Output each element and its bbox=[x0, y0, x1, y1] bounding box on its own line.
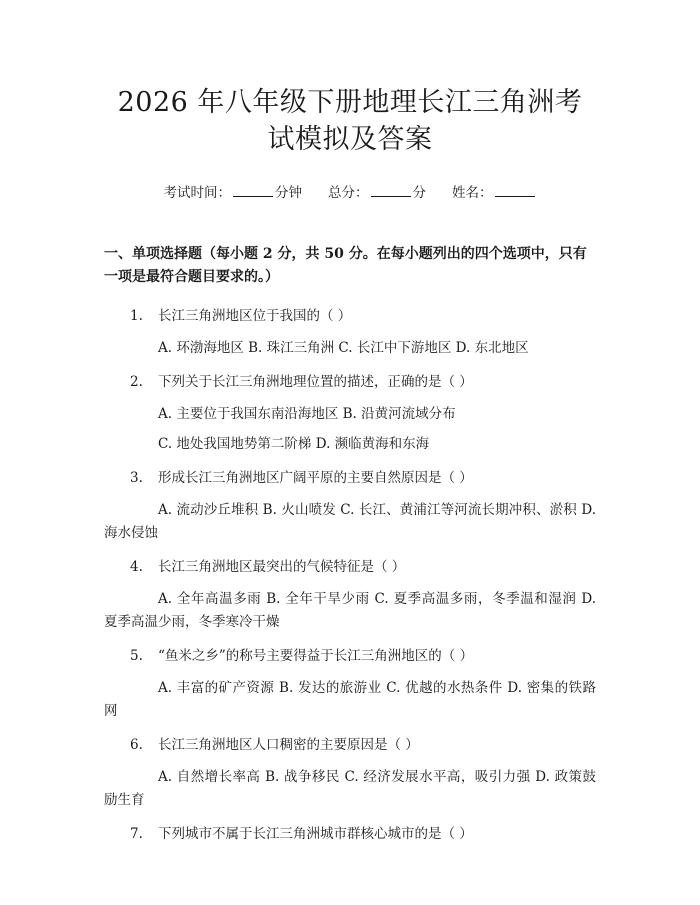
total-score-blank bbox=[371, 184, 411, 197]
question-item bbox=[104, 824, 596, 844]
document-title: 2026 年八年级下册地理长江三角洲考试模拟及答案 bbox=[117, 87, 583, 155]
student-name bbox=[452, 183, 537, 203]
question-text: 长江三角洲地区人口稠密的主要原因是（ ） bbox=[158, 737, 419, 753]
total-score-label: 总分： bbox=[328, 185, 369, 201]
question-number: 5. bbox=[130, 648, 143, 664]
exam-info-line bbox=[104, 183, 596, 203]
question-item bbox=[104, 468, 596, 545]
question-options: A. 全年高温多雨 B. 全年干旱少雨 C. 夏季高温多雨，冬季温和湿润 D. 夏季高温少雨，冬季寒冷干燥 bbox=[104, 591, 596, 630]
question-number: 3. bbox=[130, 470, 143, 486]
student-name-blank bbox=[495, 184, 535, 197]
question-text: “鱼米之乡”的称号主要得益于长江三角洲地区的（ ） bbox=[158, 648, 474, 664]
question-item bbox=[104, 372, 596, 456]
question-item bbox=[104, 306, 596, 360]
question-item bbox=[104, 735, 596, 812]
question-text: 长江三角洲地区最突出的气候特征是（ ） bbox=[158, 559, 406, 575]
question-options: A. 主要位于我国东南沿海地区 B. 沿黄河流域分布 bbox=[158, 406, 456, 422]
question-stem bbox=[104, 468, 596, 488]
question-stem bbox=[104, 646, 596, 666]
question-options: A. 丰富的矿产资源 B. 发达的旅游业 C. 优越的水热条件 D. 密集的铁路网 bbox=[104, 680, 596, 719]
question-number: 1. bbox=[130, 308, 143, 324]
question-number: 7. bbox=[130, 826, 143, 842]
question-options: A. 流动沙丘堆积 B. 火山喷发 C. 长江、黄浦江等河流长期冲积、淤积 D. 海水侵蚀 bbox=[104, 502, 596, 541]
section-heading: 一、单项选择题（每小题 2 分，共 50 分。在每小题列出的四个选项中，只有一项是最符合题目要求的。） bbox=[104, 246, 587, 285]
total-score bbox=[328, 183, 426, 203]
question-list bbox=[104, 306, 596, 844]
question-stem bbox=[104, 824, 596, 844]
question-options: A. 自然增长率高 B. 战争移民 C. 经济发展水平高，吸引力强 D. 政策鼓励生育 bbox=[104, 769, 596, 808]
question-stem bbox=[104, 735, 596, 755]
question-item bbox=[104, 646, 596, 723]
question-options: A. 环渤海地区 B. 珠江三角洲 C. 长江中下游地区 D. 东北地区 bbox=[158, 340, 529, 356]
question-stem bbox=[104, 557, 596, 577]
question-text: 形成长江三角洲地区广阔平原的主要自然原因是（ ） bbox=[158, 470, 473, 486]
exam-time-label: 考试时间： bbox=[163, 185, 231, 201]
question-text: 下列关于长江三角洲地理位置的描述，正确的是（ ） bbox=[158, 374, 473, 390]
question-number: 6. bbox=[130, 737, 143, 753]
question-options: C. 地处我国地势第二阶梯 D. 濒临黄海和东海 bbox=[158, 436, 430, 452]
student-name-label: 姓名： bbox=[452, 185, 493, 201]
exam-time-blank bbox=[233, 184, 273, 197]
question-text: 下列城市不属于长江三角洲城市群核心城市的是（ ） bbox=[158, 826, 473, 842]
exam-time bbox=[164, 183, 303, 203]
total-score-unit: 分 bbox=[412, 185, 426, 201]
question-item bbox=[104, 557, 596, 634]
exam-time-unit: 分钟 bbox=[275, 185, 302, 201]
question-text: 长江三角洲地区位于我国的（ ） bbox=[158, 308, 352, 324]
question-stem bbox=[104, 306, 596, 326]
question-number: 4. bbox=[130, 559, 143, 575]
question-number: 2. bbox=[130, 374, 143, 390]
question-stem bbox=[104, 372, 596, 392]
